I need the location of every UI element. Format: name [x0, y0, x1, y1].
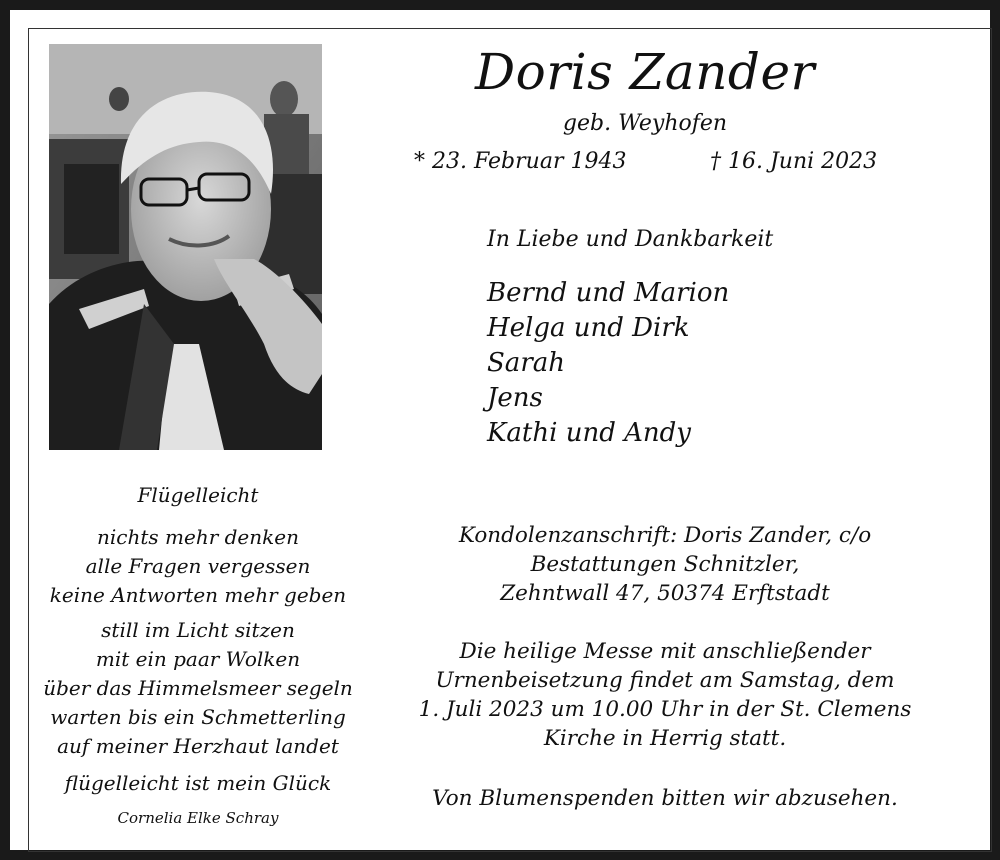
poem-closing: flügelleicht ist mein Glück: [64, 771, 332, 795]
birth-date: * 23. Februar 1943: [414, 149, 627, 174]
flowers-note: Von Blumenspenden bitten wir abzusehen.: [432, 786, 898, 811]
poem-line: über das Himmelsmeer segeln: [43, 676, 353, 700]
service-notice: [400, 637, 930, 753]
address-line: Bestattungen Schnitzler,: [530, 552, 800, 577]
family-member: Jens: [487, 383, 543, 413]
poem-line: nichts mehr denken: [97, 525, 299, 549]
poem-line: auf meiner Herzhaut landet: [57, 734, 339, 758]
poem-line: keine Antworten mehr geben: [49, 583, 347, 607]
family-member: Kathi und Andy: [487, 418, 691, 448]
poem-line: alle Fragen vergessen: [85, 554, 311, 578]
notice-line: Urnenbeisetzung findet am Samstag, dem: [435, 668, 895, 693]
notice-line: Kirche in Herrig statt.: [543, 726, 787, 751]
death-date: † 16. Juni 2023: [710, 149, 878, 174]
dedication-line: In Liebe und Dankbarkeit: [487, 227, 774, 252]
family-member: Helga und Dirk: [487, 313, 690, 343]
notice-line: 1. Juli 2023 um 10.00 Uhr in der St. Clemens: [418, 697, 912, 722]
poem-line: still im Licht sitzen: [101, 618, 295, 642]
address-line: Zehntwall 47, 50374 Erftstadt: [500, 581, 830, 606]
family-list: [487, 276, 729, 451]
notice-line: Die heilige Messe mit anschließender: [459, 639, 871, 664]
condolence-address: [400, 521, 930, 608]
family-member: Bernd und Marion: [487, 278, 730, 308]
poem: [28, 481, 368, 828]
portrait-photo: [49, 44, 322, 450]
address-line: Kondolenzanschrift: Doris Zander, c/o: [458, 523, 872, 548]
poem-line: mit ein paar Wolken: [95, 647, 301, 671]
poem-title: Flügelleicht: [137, 483, 259, 507]
poem-line: warten bis ein Schmetterling: [50, 705, 346, 729]
family-member: Sarah: [487, 348, 565, 378]
birth-name: geb. Weyhofen: [562, 111, 728, 136]
deceased-name: Doris Zander: [475, 43, 815, 101]
poem-author: Cornelia Elke Schray: [117, 809, 279, 827]
